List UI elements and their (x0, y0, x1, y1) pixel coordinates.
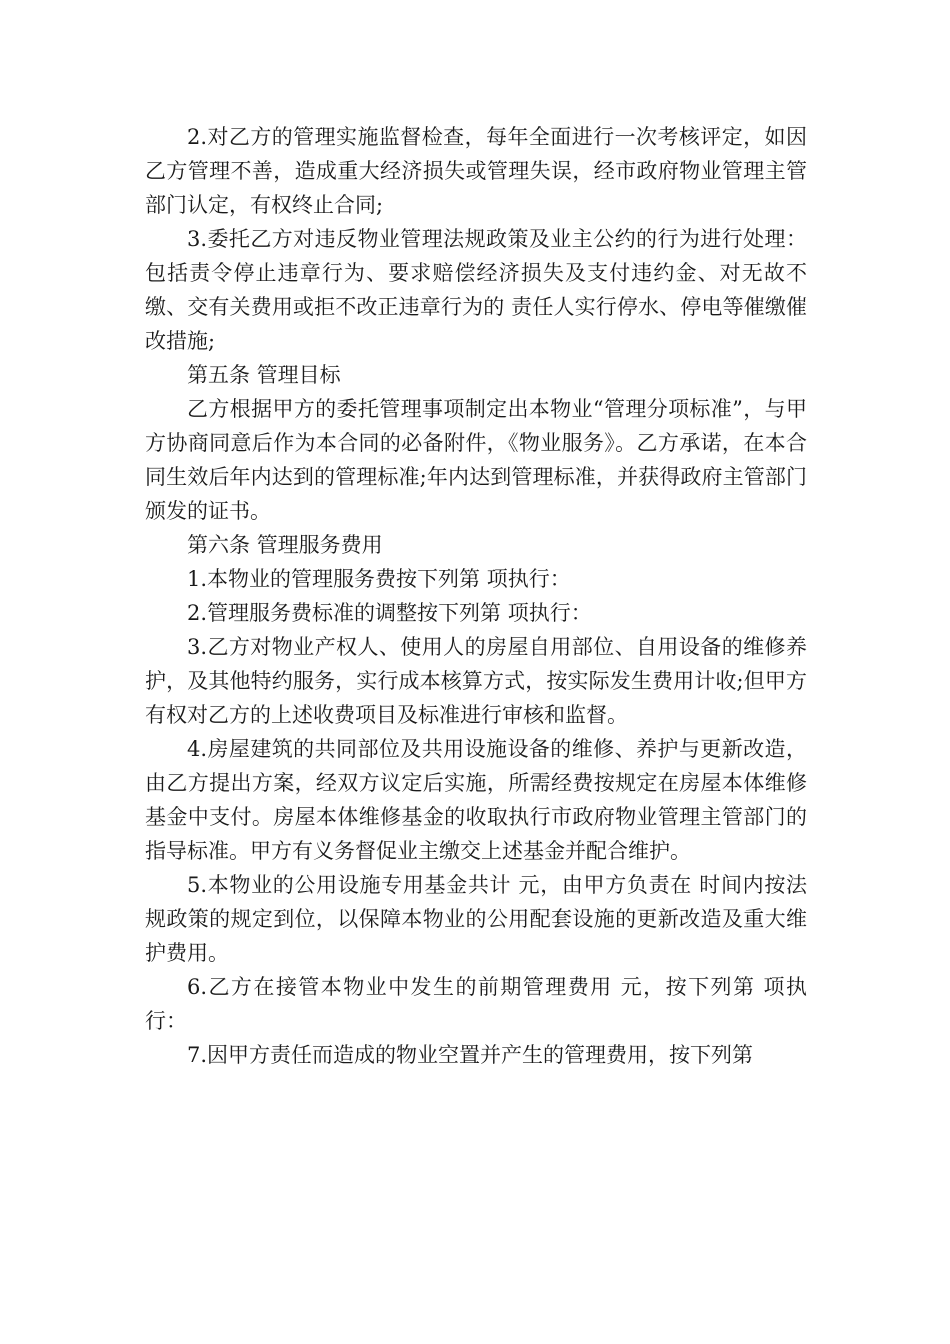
paragraph-fee-item-6: 6.乙方在接管本物业中发生的前期管理费用 元，按下列第 项执行： (145, 975, 807, 1033)
paragraph-violation-handling: 3.委托乙方对违反物业管理法规政策及业主公约的行为进行处理：包括责令停止违章行为、要求赔偿经济损失及支付违约金、对无故不缴、交有关费用或拒不改正违章行为的 责任人实行停水、停电等催缴催改措施; (145, 227, 807, 353)
paragraph-fee-item-5: 5.本物业的公用设施专用基金共计 元，由甲方负责在 时间内按法规政策的规定到位，以保障本物业的公用配套设施的更新改造及重大维护费用。 (145, 873, 807, 965)
section-heading-article-6: 第六条 管理服务费用 (187, 533, 383, 557)
section-heading-article-5: 第五条 管理目标 (187, 363, 341, 387)
paragraph-fee-item-7: 7.因甲方责任而造成的物业空置并产生的管理费用，按下列第 (187, 1043, 754, 1067)
paragraph-management-goals: 乙方根据甲方的委托管理事项制定出本物业“管理分项标准”，与甲方协商同意后作为本合同的必备附件，《物业服务》。乙方承诺，在本合同生效后年内达到的管理标准;年内达到管理标准，并获得政府主管部门颁发的证书。 (145, 397, 807, 523)
paragraph-supervision: 2.对乙方的管理实施监督检查，每年全面进行一次考核评定，如因乙方管理不善，造成重大经济损失或管理失误，经市政府物业管理主管部门认定，有权终止合同; (145, 125, 807, 217)
document-body (145, 120, 807, 1072)
paragraph-fee-item-4: 4.房屋建筑的共同部位及共用设施设备的维修、养护与更新改造，由乙方提出方案，经双方议定后实施，所需经费按规定在房屋本体维修基金中支付。房屋本体维修基金的收取执行市政府物业管理主管部门的指导标准。甲方有义务督促业主缴交上述基金并配合维护。 (145, 737, 807, 863)
paragraph-fee-item-1: 1.本物业的管理服务费按下列第 项执行： (187, 567, 571, 591)
paragraph-fee-item-3: 3.乙方对物业产权人、使用人的房屋自用部位、自用设备的维修养护，及其他特约服务，实行成本核算方式，按实际发生费用计收;但甲方有权对乙方的上述收费项目及标准进行审核和监督。 (145, 635, 807, 727)
paragraph-fee-item-2: 2.管理服务费标准的调整按下列第 项执行： (187, 601, 592, 625)
